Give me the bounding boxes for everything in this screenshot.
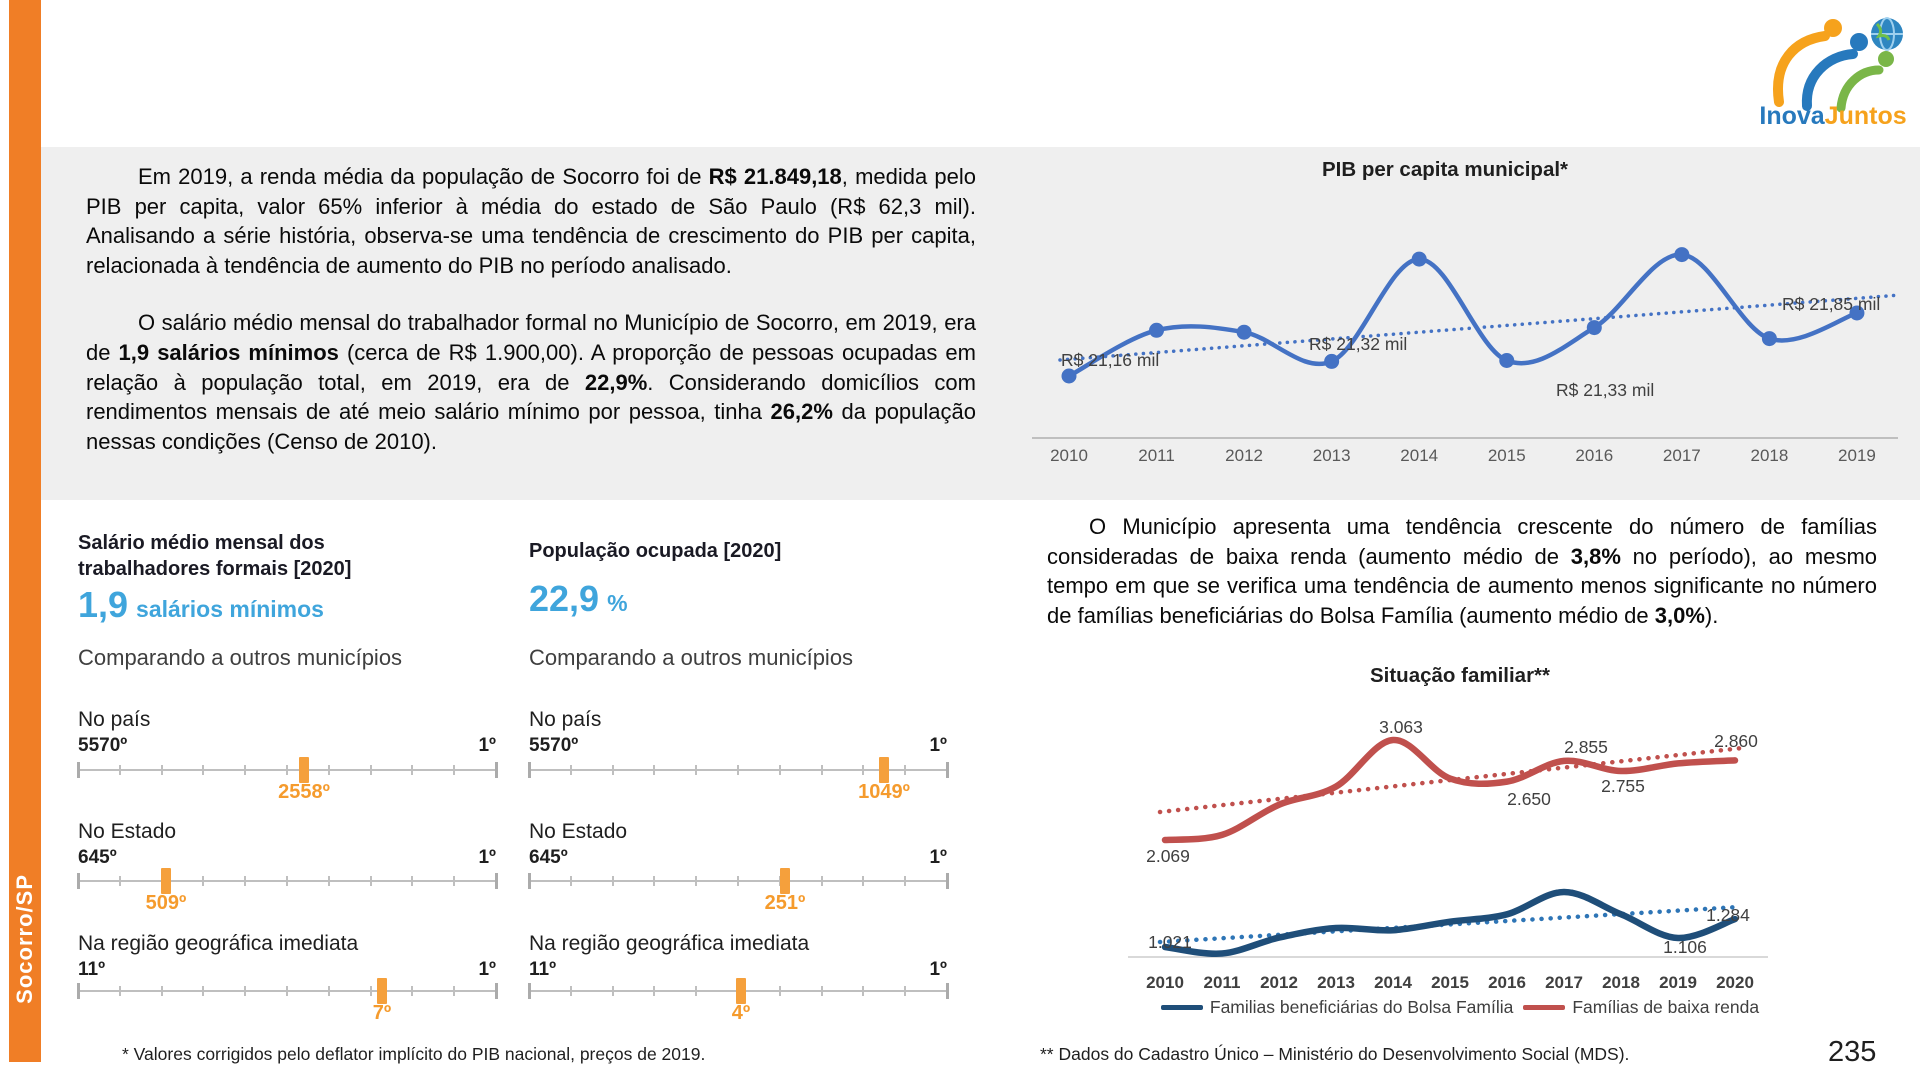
rank-range-right: 1º [929, 847, 947, 868]
slider-tick [528, 983, 531, 999]
metric-stat-salario [78, 584, 324, 626]
slider-tick [119, 876, 121, 886]
pib-data-point-2014 [1412, 252, 1427, 267]
slider-tick [202, 876, 204, 886]
rank-range-right: 1º [478, 959, 496, 980]
rank-value-label: 1049º [858, 781, 910, 803]
slider-tick [821, 765, 823, 775]
comparison-scope-label: Na região geográfica imediata [529, 932, 810, 955]
logo-wordmark [1759, 102, 1906, 130]
logo-orange-dot [1824, 19, 1842, 37]
slider-tick [370, 876, 372, 886]
slider-tick [779, 765, 781, 775]
slider-tick [946, 762, 949, 778]
rank-range-right: 1º [478, 847, 496, 868]
family-situation-chart [1120, 695, 1820, 1020]
slider-tick [612, 765, 614, 775]
logo-green-dot [1878, 51, 1894, 67]
fam-data-label-1-2018: 2.755 [1601, 776, 1645, 796]
fam-data-label-1-2014: 3.063 [1379, 717, 1423, 737]
fam-year-label: 2018 [1602, 973, 1640, 992]
pib-data-label-2013: R$ 21,32 mil [1309, 334, 1408, 354]
pib-data-label-2019: R$ 21,85 mil [1782, 294, 1881, 314]
slider-tick [77, 873, 80, 889]
pib-year-label: 2017 [1662, 446, 1701, 465]
comparison-scope-label: No país [529, 708, 602, 731]
slider-tick [528, 873, 531, 889]
slider-tick [244, 986, 246, 996]
slider-tick [411, 986, 413, 996]
slider-tick [453, 876, 455, 886]
pib-year-label: 2013 [1312, 446, 1351, 465]
slider-tick [528, 762, 531, 778]
metric-title-salario: Salário médio mensal dos trabalhadores formais [2020] [78, 532, 352, 580]
pib-series-line [1069, 255, 1857, 376]
slider-tick [821, 986, 823, 996]
metric-value: 22,9 [529, 578, 600, 619]
pib-data-point-2018 [1762, 331, 1777, 346]
pib-year-label: 2011 [1138, 446, 1175, 465]
slider-tick [570, 876, 572, 886]
legend-label: Familias beneficiárias do Bolsa Família [1209, 997, 1514, 1017]
intro-paragraph-pib: Em 2019, a renda média da população de Socorro foi de R$ 21.849,18, medida pelo PIB per capita, valor 65% inferior à média do estado de São Paulo (R$ 62,3 mil). Analisando a série história, observa-se uma tendência de crescimento do PIB per capita, relacionada à tendência de aumento do PIB no período analisado. [86, 164, 976, 278]
slider-tick [612, 876, 614, 886]
pib-year-label: 2019 [1838, 446, 1876, 465]
slider-tick [779, 986, 781, 996]
pib-chart-title: PIB per capita municipal* [1321, 158, 1569, 181]
footnote-pib: * Valores corrigidos pelo deflator implícito do PIB nacional, preços de 2019. [122, 1044, 706, 1064]
pib-data-point-2012 [1237, 325, 1252, 340]
slider-tick [244, 765, 246, 775]
logo-blue-dot [1850, 33, 1868, 51]
slider-tick [495, 983, 498, 999]
slider-tick [202, 765, 204, 775]
slider-tick [653, 876, 655, 886]
fam-year-label: 2020 [1716, 973, 1754, 992]
slider-tick [286, 876, 288, 886]
footnote-cadastro: ** Dados do Cadastro Único – Ministério do Desenvolvimento Social (MDS). [1040, 1044, 1630, 1064]
slider-tick [612, 986, 614, 996]
slider-tick [119, 986, 121, 996]
rank-marker [879, 757, 889, 783]
rank-range-left: 11º [78, 959, 106, 980]
metric-unit: % [607, 590, 628, 616]
slider-tick [328, 986, 330, 996]
fam-data-label-1-2020: 2.860 [1714, 731, 1758, 751]
fam-data-label-0-2010: 1.021 [1148, 932, 1192, 952]
pib-year-label: 2012 [1225, 446, 1264, 465]
legend-line-swatch [1161, 1005, 1203, 1010]
pib-data-point-2011 [1149, 323, 1164, 338]
slider-tick [370, 765, 372, 775]
slider-tick [695, 876, 697, 886]
pib-year-label: 2015 [1487, 446, 1526, 465]
fam-data-label-1-2010: 2.069 [1146, 846, 1190, 866]
slider-tick [202, 986, 204, 996]
rank-value-label: 509º [145, 892, 187, 914]
slider-tick [862, 986, 864, 996]
fam-year-label: 2017 [1545, 973, 1583, 992]
fam-series-line-1 [1165, 740, 1735, 840]
compare-heading: Comparando a outros municípios [529, 645, 854, 670]
rank-range-left: 5570º [78, 735, 128, 756]
pib-per-capita-chart [1020, 150, 1910, 480]
pib-data-point-2016 [1587, 320, 1602, 335]
pib-year-label: 2010 [1050, 446, 1088, 465]
rank-marker [736, 978, 746, 1004]
fam-data-label-1-2016: 2.650 [1507, 789, 1551, 809]
metric-stat-ocupacao [529, 578, 628, 620]
slider-tick [119, 765, 121, 775]
slider-tick [904, 876, 906, 886]
slider-tick [495, 873, 498, 889]
page-number: 235 [1828, 1036, 1877, 1068]
pib-data-label-2015: R$ 21,33 mil [1556, 380, 1655, 400]
fam-year-label: 2014 [1374, 973, 1412, 992]
municipality-label: Socorro/SP [12, 874, 37, 1004]
pib-data-point-2015 [1499, 353, 1514, 368]
slider-tick [653, 765, 655, 775]
legend-label: Famílias de baixa renda [1572, 997, 1760, 1017]
slider-tick [653, 986, 655, 996]
fam-data-label-0-2020: 1.284 [1706, 905, 1750, 925]
pib-data-point-2013 [1324, 354, 1339, 369]
slider-tick [328, 876, 330, 886]
pib-year-label: 2014 [1400, 446, 1439, 465]
slider-tick [453, 986, 455, 996]
rank-range-left: 11º [529, 959, 557, 980]
intro-paragraph-salario: O salário médio mensal do trabalhador formal no Município de Socorro, em 2019, era de 1,9 salários mínimos (cerca de R$ 1.900,00). A proporção de pessoas ocupadas em relação à população total, em 2019, era de 22,9%. Considerando domicílios com rendimentos mensais de até meio salário mínimo por pessoa, tinha 26,2% da população nessas condições (Censo de 2010). [86, 310, 976, 454]
rank-slider-track [78, 977, 496, 1007]
rank-range-right: 1º [929, 959, 947, 980]
metric-column-salario [78, 0, 498, 1080]
rank-value-label: 251º [764, 892, 806, 914]
logo-text-inova: Inova [1759, 102, 1825, 130]
slider-tick [946, 983, 949, 999]
rank-range-left: 5570º [529, 735, 579, 756]
rank-value-label: 4º [731, 1002, 751, 1024]
legend-item [1161, 997, 1513, 1018]
slider-tick [821, 876, 823, 886]
slider-tick [77, 983, 80, 999]
fam-year-label: 2011 [1203, 973, 1241, 992]
rank-range-right: 1º [478, 735, 496, 756]
slider-tick [286, 986, 288, 996]
comparison-scope-label: No Estado [78, 820, 177, 843]
pib-data-point-2017 [1674, 247, 1689, 262]
compare-heading: Comparando a outros municípios [78, 645, 403, 670]
slider-tick [411, 876, 413, 886]
family-chart-title: Situação familiar** [1369, 664, 1550, 687]
family-chart-legend [1130, 997, 1790, 1018]
slider-tick [161, 765, 163, 775]
fam-year-label: 2012 [1260, 973, 1298, 992]
slider-tick [411, 765, 413, 775]
comparison-scope-label: No país [78, 708, 151, 731]
rank-value-label: 7º [372, 1002, 392, 1024]
slider-tick [737, 765, 739, 775]
slider-tick [161, 986, 163, 996]
rank-range-left: 645º [529, 847, 568, 868]
slider-tick [328, 765, 330, 775]
fam-series-line-0 [1165, 892, 1735, 954]
fam-year-label: 2016 [1488, 973, 1526, 992]
rank-slider-track [78, 867, 496, 897]
comparison-scope-label: Na região geográfica imediata [78, 932, 359, 955]
rank-value-label: 2558º [278, 781, 330, 803]
rank-slider-track [529, 867, 947, 897]
pib-year-label: 2016 [1575, 446, 1614, 465]
slider-tick [453, 765, 455, 775]
rank-marker [780, 868, 790, 894]
slider-tick [286, 765, 288, 775]
slider-tick [370, 986, 372, 996]
metric-title-ocupacao: População ocupada [2020] [529, 540, 782, 562]
fam-year-label: 2015 [1431, 973, 1469, 992]
slider-tick [904, 986, 906, 996]
pib-year-label: 2018 [1750, 446, 1789, 465]
rank-range-left: 645º [78, 847, 117, 868]
metric-column-ocupacao [529, 0, 949, 1080]
pib-data-label-2010: R$ 21,16 mil [1061, 350, 1160, 370]
logo-text-juntos: Juntos [1824, 102, 1907, 130]
rank-range-right: 1º [929, 735, 947, 756]
slider-tick [570, 765, 572, 775]
fam-data-label-1-2017: 2.855 [1564, 737, 1608, 757]
pib-data-point-2010 [1062, 369, 1077, 384]
slider-tick [77, 762, 80, 778]
slider-tick [695, 765, 697, 775]
rank-marker [299, 757, 309, 783]
legend-line-swatch [1523, 1005, 1565, 1010]
slider-tick [244, 876, 246, 886]
fam-year-label: 2010 [1146, 973, 1184, 992]
slider-tick [946, 873, 949, 889]
slider-tick [862, 876, 864, 886]
family-paragraph: O Município apresenta uma tendência crescente do número de famílias consideradas de baixa renda (aumento médio de 3,8% no período), ao mesmo tempo em que se verifica uma tendência de aumento menos significante no número de famílias beneficiárias do Bolsa Família (aumento médio de 3,0%). [1047, 514, 1878, 628]
family-text-block [1047, 512, 1877, 630]
comparison-scope-label: No Estado [529, 820, 628, 843]
fam-data-label-0-2019: 1.106 [1663, 937, 1707, 957]
slider-tick [695, 986, 697, 996]
slider-tick [495, 762, 498, 778]
fam-year-label: 2013 [1317, 973, 1355, 992]
sidebar-accent-bar [9, 0, 41, 1062]
metric-unit: salários mínimos [136, 596, 324, 622]
metric-value: 1,9 [78, 584, 129, 625]
legend-item [1523, 997, 1759, 1018]
rank-marker [161, 868, 171, 894]
fam-year-label: 2019 [1659, 973, 1697, 992]
slider-tick [737, 876, 739, 886]
inovajuntos-logo [1745, 6, 1917, 132]
slider-tick [904, 765, 906, 775]
rank-marker [377, 978, 387, 1004]
slider-tick [862, 765, 864, 775]
slider-tick [570, 986, 572, 996]
